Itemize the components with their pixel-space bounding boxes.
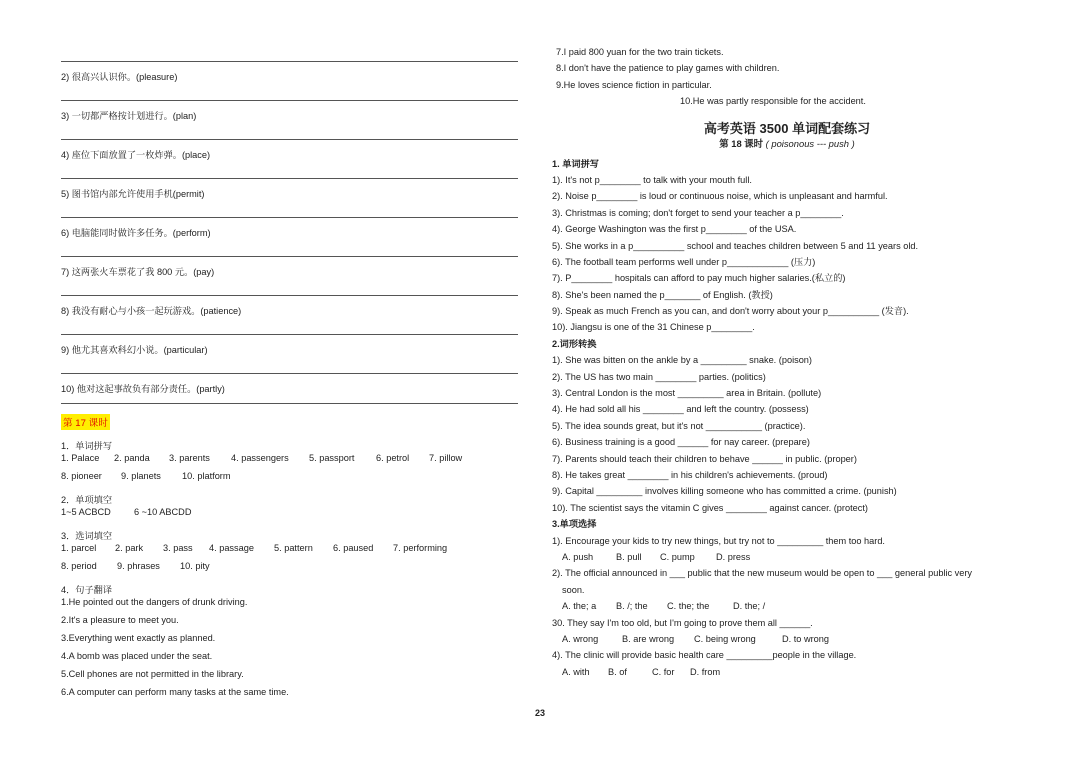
answer-item: 1. Palace <box>61 453 100 463</box>
options-4 <box>552 664 1022 680</box>
spelling-question: 8). She's been named the p_______ of English. (教授) <box>552 289 773 300</box>
answer-line <box>61 100 518 101</box>
translation-question <box>61 169 518 208</box>
answer-item: 3. pass <box>163 543 193 553</box>
answer-item: 10. platform <box>182 471 231 481</box>
answer-row <box>61 449 518 467</box>
question-1: 1). Encourage your kids to try new things, but try not to _________ them too hard. <box>552 535 885 546</box>
spelling-question: 4). George Washington was the first p________ of the USA. <box>552 224 797 235</box>
answer-row <box>61 539 518 557</box>
word-form-question: 8). He takes great ________ in his children's achievements. (proud) <box>552 469 828 480</box>
answer-sentence: 10.He was partly responsible for the accident. <box>680 96 866 107</box>
word-form-question: 6). Business training is a good ______ for nay career. (prepare) <box>552 437 810 448</box>
translation-question <box>61 52 518 91</box>
answer-line <box>61 61 518 62</box>
question-3: 30. They say I'm too old, but I'm going to prove them all ______. <box>552 617 813 628</box>
section-title-translation: 4．句子翻译 <box>61 585 113 595</box>
left-column <box>61 52 518 701</box>
answer-sentence: 9.He loves science fiction in particular. <box>556 79 712 90</box>
answer-option: C. being wrong <box>694 633 756 644</box>
answer-option: A. the; a <box>562 601 597 612</box>
question-4: 4). The clinic will provide basic health care _________people in the village. <box>552 650 857 661</box>
answer-item: 4. passage <box>209 543 254 553</box>
answer-line <box>61 256 518 257</box>
answer-item: 8. period <box>61 561 97 571</box>
answer-line <box>61 178 518 179</box>
part-title-word-form: 2.词形转换 <box>552 338 597 349</box>
translation-question <box>61 130 518 169</box>
lesson-number: 第 18 课时 <box>719 137 764 149</box>
answer-item: 9. phrases <box>117 561 160 571</box>
answer-item: 5. pattern <box>274 543 313 553</box>
lesson-subtitle <box>552 136 1022 152</box>
spelling-question: 2). Noise p________ is loud or continuous noise, which is unpleasant and harmful. <box>552 191 888 202</box>
spelling-question: 3). Christmas is coming; don't forget to send your teacher a p________. <box>552 207 844 218</box>
answer-option: B. are wrong <box>622 633 675 644</box>
answer-option: B. /; the <box>616 601 648 612</box>
word-form-question: 9). Capital _________ involves killing someone who has committed a crime. (punish) <box>552 486 897 497</box>
answer-option: D. from <box>690 666 721 677</box>
answer-option: A. push <box>562 551 594 562</box>
answer-line <box>61 217 518 218</box>
answer-option: C. the; the <box>667 601 710 612</box>
answer-item: 1~5 ACBCD <box>61 507 111 517</box>
translation-question <box>61 286 518 325</box>
question-text: 5) 图书馆内部允许使用手机(permit) <box>61 189 205 199</box>
answer-item: 3. parents <box>169 453 210 463</box>
question-text: 10) 他对这起事故负有部分责任。(partly) <box>61 384 225 394</box>
word-form-question: 5). The idea sounds great, but it's not ___________ (practice). <box>552 420 806 431</box>
right-column <box>552 44 1022 680</box>
answer-line <box>61 295 518 296</box>
answer-item: 8. pioneer <box>61 471 102 481</box>
word-form-question: 10). The scientist says the vitamin C gives ________ against cancer. (protect) <box>552 502 868 513</box>
lesson-17-label: 第 17 课时 <box>61 414 110 430</box>
page-number: 23 <box>534 708 545 718</box>
answer-option: A. with <box>562 666 590 677</box>
spelling-question: 10). Jiangsu is one of the 31 Chinese p________. <box>552 322 755 333</box>
answer-sentence: 8.I don't have the patience to play games with children. <box>556 63 780 74</box>
answer-sentence: 2.It's a pleasure to meet you. <box>61 615 179 625</box>
answer-line <box>61 334 518 335</box>
question-text: 6) 电脑能同时做许多任务。(perform) <box>61 228 211 238</box>
translation-question <box>61 91 518 130</box>
answer-option: C. for <box>652 666 675 677</box>
answer-row <box>61 557 518 575</box>
section-title-single-choice: 2．单项填空 <box>61 495 113 505</box>
answer-item: 2. park <box>115 543 144 553</box>
answer-option: D. press <box>716 551 751 562</box>
question-text: 8) 我没有耐心与小孩一起玩游戏。(patience) <box>61 306 242 316</box>
answer-option: B. pull <box>616 551 642 562</box>
word-form-questions <box>552 352 1022 516</box>
worksheet-title: 高考英语 3500 单词配套练习 <box>703 120 871 136</box>
part-title-spelling: 1. 单词拼写 <box>552 158 599 169</box>
answer-sentence: 3.Everything went exactly as planned. <box>61 633 216 643</box>
options-2 <box>552 598 1022 614</box>
answer-line <box>61 373 518 374</box>
answer-item: 10. pity <box>180 561 210 571</box>
word-range: ( poisonous --- push ) <box>765 137 855 149</box>
question-text: 4) 座位下面放置了一枚炸弹。(place) <box>61 150 211 160</box>
translation-question <box>61 325 518 364</box>
word-form-question: 4). He had sold all his ________ and left the country. (possess) <box>552 404 809 415</box>
question-text: 7) 这两张火车票花了我 800 元。(pay) <box>61 267 215 277</box>
answer-item: 6. petrol <box>376 453 410 463</box>
answer-row <box>61 503 518 521</box>
answer-line <box>61 139 518 140</box>
answer-item: 7. pillow <box>429 453 463 463</box>
answer-item: 6. paused <box>333 543 374 553</box>
word-form-question: 7). Parents should teach their children to behave ______ in public. (proper) <box>552 453 857 464</box>
part-title-multiple-choice: 3.单项选择 <box>552 519 597 530</box>
spelling-question: 1). It's not p________ to talk with your mouth full. <box>552 174 752 185</box>
question-text: 9) 他尤其喜欢科幻小说。(particular) <box>61 345 208 355</box>
word-form-question: 1). She was bitten on the ankle by a _________ snake. (poison) <box>552 355 812 366</box>
answer-item: 7. performing <box>393 543 448 553</box>
translation-question-list <box>61 52 518 403</box>
spelling-question: 7). P________ hospitals can afford to pay much higher salaries.(私立的) <box>552 273 846 284</box>
spelling-questions <box>552 172 1022 336</box>
answer-sentence: 6.A computer can perform many tasks at the same time. <box>61 687 289 697</box>
answer-item: 6 ~10 ABCDD <box>134 507 192 517</box>
spelling-question: 6). The football team performs well under p____________ (压力) <box>552 256 816 267</box>
answer-item: 4. passengers <box>231 453 289 463</box>
translation-question <box>61 247 518 286</box>
answer-sentence: 1.He pointed out the dangers of drunk driving. <box>61 597 248 607</box>
word-form-question: 2). The US has two main ________ parties. (politics) <box>552 371 766 382</box>
answer-sentence: 5.Cell phones are not permitted in the library. <box>61 669 244 679</box>
answer-option: D. to wrong <box>782 633 829 644</box>
word-form-question: 3). Central London is the most _________ area in Britain. (pollute) <box>552 388 822 399</box>
answer-item: 2. panda <box>114 453 150 463</box>
answer-row <box>61 467 518 485</box>
options-3 <box>552 631 1022 647</box>
question-2: 2). The official announced in ___ public that the new museum would be open to ___ general public very <box>552 568 973 579</box>
question-2-continued: soon. <box>562 584 585 595</box>
answer-option: D. the; / <box>733 601 766 612</box>
answer-sentence: 4.A bomb was placed under the seat. <box>61 651 213 661</box>
options-1 <box>552 549 1022 565</box>
spelling-question: 9). Speak as much French as you can, and don't worry about your p__________ (发音). <box>552 306 909 317</box>
spelling-question: 5). She works in a p__________ school and teaches children between 5 and 11 years old. <box>552 240 919 251</box>
answer-item: 5. passport <box>309 453 355 463</box>
translation-question <box>61 208 518 247</box>
answer-sentence: 7.I paid 800 yuan for the two train tickets. <box>556 47 724 57</box>
answer-option: C. pump <box>660 551 695 562</box>
answer-option: A. wrong <box>562 633 599 644</box>
answer-option: B. of <box>608 666 627 677</box>
translation-answers <box>61 593 518 701</box>
translation-question <box>61 364 518 403</box>
answer-item: 1. parcel <box>61 543 97 553</box>
section-title-word-choice: 3．选词填空 <box>61 531 113 541</box>
section-title-spelling: 1．单词拼写 <box>61 441 113 451</box>
question-text: 2) 很高兴认识你。(pleasure) <box>61 72 178 82</box>
answer-item: 9. planets <box>121 471 161 481</box>
question-text: 3) 一切都严格按计划进行。(plan) <box>61 111 197 121</box>
